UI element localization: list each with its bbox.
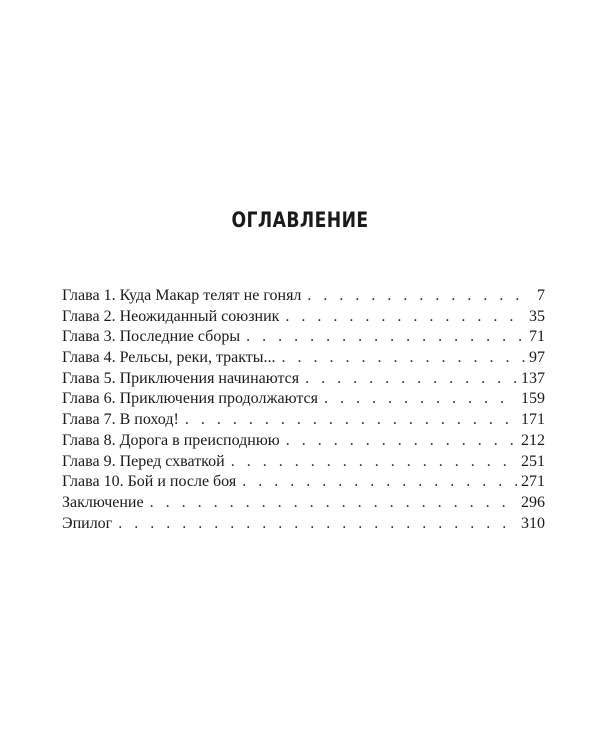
dot-leader xyxy=(246,327,525,348)
toc-entry xyxy=(62,493,545,514)
dot-leader xyxy=(305,369,517,390)
toc-entry-page: 159 xyxy=(521,390,545,408)
toc-entry-page: 137 xyxy=(521,369,545,387)
toc-entry-label: Глава 4. Рельсы, реки, тракты... xyxy=(62,349,276,367)
toc-entry xyxy=(62,348,545,369)
toc-entry-page: 97 xyxy=(529,349,545,367)
toc-entry xyxy=(62,389,545,410)
toc-entry-label: Глава 5. Приключения начинаются xyxy=(62,369,300,387)
toc-entry-page: 251 xyxy=(521,452,545,470)
toc-entry xyxy=(62,327,545,348)
toc-entry-label: Глава 1. Куда Макар телят не гонял xyxy=(62,287,302,304)
toc-entry-page: 212 xyxy=(521,431,545,449)
toc-entry xyxy=(62,369,545,390)
toc-entry-label: Глава 3. Последние сборы xyxy=(62,328,241,346)
toc-entry xyxy=(62,307,545,328)
toc-entry-page: 296 xyxy=(521,493,545,511)
toc-entry xyxy=(62,514,545,535)
toc-entry-label: Заключение xyxy=(62,493,144,511)
toc-entry-page: 171 xyxy=(521,411,545,429)
toc-entry xyxy=(62,286,545,307)
toc-entry xyxy=(62,452,545,473)
toc-entry-label: Глава 6. Приключения продолжаются xyxy=(62,390,318,408)
toc-entry-label: Глава 8. Дорога в преисподнюю xyxy=(62,431,280,449)
toc-entry-page: 7 xyxy=(537,287,545,304)
toc-entry-page: 35 xyxy=(529,307,545,325)
dot-leader xyxy=(185,410,517,431)
toc-entry-label: Глава 9. Перед схваткой xyxy=(62,452,225,470)
toc-entry-label: Глава 10. Бой и после боя xyxy=(62,473,237,491)
toc-entry-label: Эпилог xyxy=(62,514,113,532)
toc-entry-label: Глава 2. Неожиданный союзник xyxy=(62,307,280,325)
dot-leader xyxy=(324,389,517,410)
dot-leader xyxy=(118,514,517,535)
dot-leader xyxy=(242,472,517,493)
dot-leader xyxy=(307,286,527,307)
dot-leader xyxy=(285,307,525,328)
toc-heading: ОГЛАВЛЕНИЕ xyxy=(231,208,369,232)
toc-entry-label: Глава 7. В поход! xyxy=(62,411,179,429)
toc-entry-page: 310 xyxy=(521,514,545,532)
toc-entry-page: 71 xyxy=(529,328,545,346)
toc-entry xyxy=(62,472,545,493)
dot-leader xyxy=(286,431,517,452)
dot-leader xyxy=(231,452,517,473)
toc-entry-page: 271 xyxy=(521,473,545,491)
toc-entry xyxy=(62,431,545,452)
toc-entry xyxy=(62,410,545,431)
dot-leader xyxy=(282,348,525,369)
dot-leader xyxy=(150,493,517,514)
toc-list xyxy=(62,286,545,534)
